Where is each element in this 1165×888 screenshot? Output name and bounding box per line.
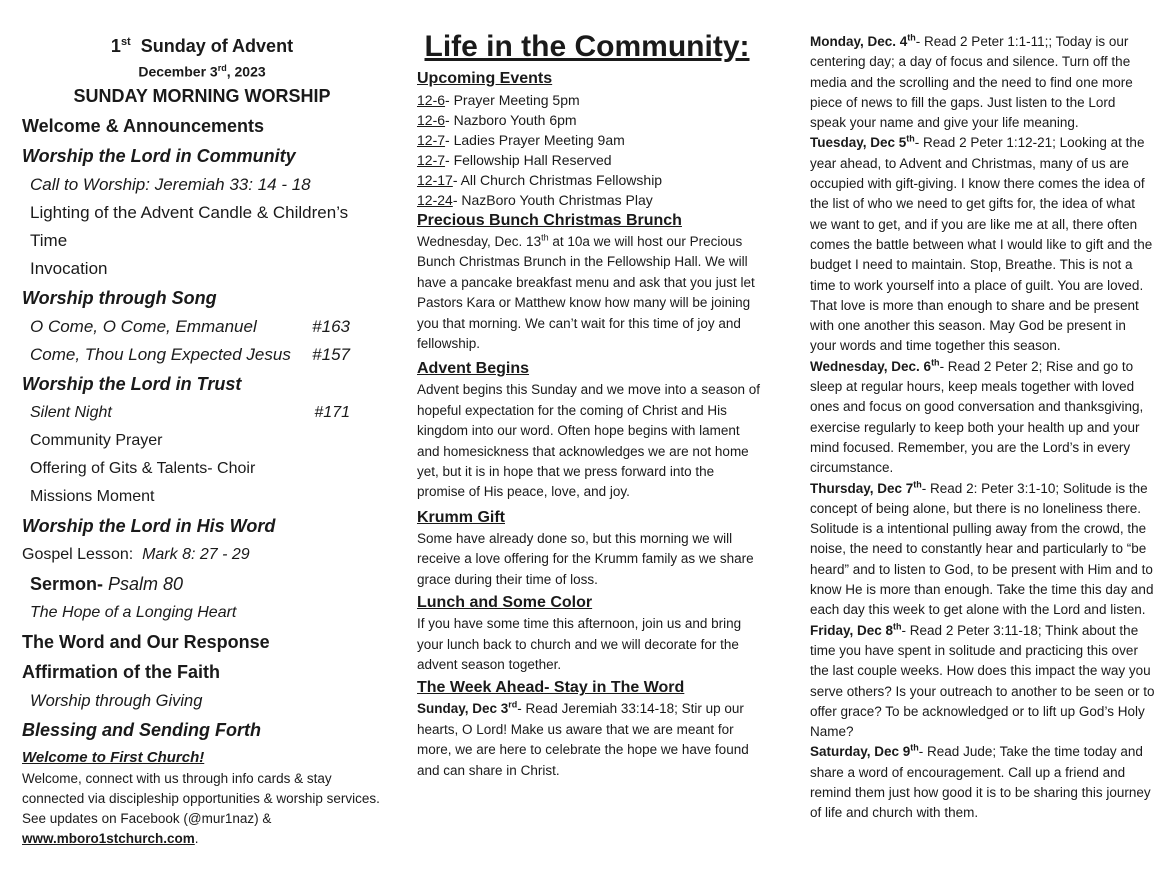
event-date: 12-6 bbox=[417, 92, 446, 108]
welcome-text bbox=[22, 769, 382, 849]
event-item bbox=[417, 130, 762, 150]
day-label: Tuesday, Dec 5th bbox=[810, 133, 915, 151]
events-list bbox=[417, 90, 762, 210]
title-number: 1 bbox=[110, 36, 121, 56]
lunch-heading: Lunch and Some Color bbox=[417, 594, 593, 612]
gospel-label: Gospel Lesson: bbox=[22, 545, 143, 563]
weekday-readings bbox=[810, 32, 1155, 824]
welcome-church-heading: Welcome to First Church! bbox=[22, 748, 205, 766]
service-date bbox=[22, 63, 382, 80]
day-label: Monday, Dec. 4th bbox=[810, 32, 916, 49]
title-ordinal: st bbox=[120, 36, 131, 48]
event-text: - NazBoro Youth Christmas Play bbox=[452, 192, 653, 208]
hymn-number: #171 bbox=[314, 403, 350, 421]
day-label: Wednesday, Dec. 6th bbox=[810, 357, 940, 374]
wednesday-reading bbox=[810, 357, 1155, 479]
event-text: - All Church Christmas Fellowship bbox=[452, 172, 663, 188]
event-item bbox=[417, 150, 762, 170]
song-heading: Worship through Song bbox=[22, 287, 217, 308]
hymn-number: #157 bbox=[312, 344, 350, 364]
reading-text: - Read Jude; Take the time today and share a word of encouragement. Call up a friend and remind them just how good it is to be sharing this journey of life and church with them. bbox=[810, 744, 1151, 821]
tuesday-reading bbox=[810, 133, 1155, 356]
website-link[interactable]: www.mboro1stchurch.com bbox=[22, 830, 195, 846]
response-heading: The Word and Our Response bbox=[22, 631, 270, 652]
events-heading: Upcoming Events bbox=[417, 70, 553, 87]
reading-text: - Read Jeremiah 33:14-18; Stir up our hearts, O Lord! Make us aware that we are meant for more, we are here to celebrate the hope we have found and can share in Christ. bbox=[417, 701, 749, 778]
hymn-row bbox=[22, 313, 350, 341]
hymn-row bbox=[22, 399, 350, 427]
thursday-reading bbox=[810, 479, 1155, 621]
brunch-date: Wednesday, Dec. 13 bbox=[417, 234, 542, 249]
call-to-worship: Call to Worship: Jeremiah 33: 14 - 18 bbox=[30, 174, 311, 194]
day-label: Friday, Dec 8th bbox=[810, 621, 902, 638]
reading-text: - Read 2 Peter 2; Rise and go to sleep at regular hours, keep meals together with loved ones and focus on good conversation and thanksgiving, exercise regularly to keep both your health up and your mind focused. Remember, you are the Lord’s in every circumstance. bbox=[810, 358, 1144, 476]
monday-reading bbox=[810, 32, 1155, 133]
brunch-ordinal: th bbox=[541, 232, 549, 243]
hymn-title: O Come, O Come, Emmanuel bbox=[30, 316, 257, 336]
trust-heading: Worship the Lord in Trust bbox=[22, 373, 242, 394]
worship-title: SUNDAY MORNING WORSHIP bbox=[73, 85, 331, 106]
day-label: Thursday, Dec 7th bbox=[810, 479, 922, 496]
reading-text: - Read 2: Peter 3:1-10; Solitude is the concept of being alone, but there is no loneliness there. Solitude is a intentional pulling away from the crowd, the noise, the need to constantly hear and particularly to “be heard” and to listen to God, to be present with Him and to know He is more than enough. Take the time this day and each day this week to get alone with the Lord and listen. bbox=[810, 480, 1154, 618]
hymn-title: Come, Thou Long Expected Jesus bbox=[30, 344, 291, 364]
friday-reading bbox=[810, 621, 1155, 743]
brunch-text bbox=[417, 232, 762, 354]
reading-text: - Read 2 Peter 1:12-21; Looking at the year ahead, to Advent and Christmas, many of us are occupied with gift-giving. I know there comes the idea of the list of who we need to get gifts for, the idea of what we want to get, and if you are like me at all, there often comes the battle between what I would like to gift and the budget I need to maintain. Stop, Breathe. This is not a time to work yourself into a place of guilt. You are loved. That love is more than enough to share and be present with one another this season. May God be present in your words and time together this season. bbox=[810, 135, 1153, 354]
sunday-reading bbox=[417, 699, 762, 781]
welcome-body: Welcome, connect with us through info cards & stay connected via discipleship opportunities & worship services. See updates on Facebook (@mur1naz) & bbox=[22, 770, 380, 826]
event-item bbox=[417, 90, 762, 110]
reading-text: - Read 2 Peter 3:11-18; Think about the time you have spent in solitude and practicing this over the last couple weeks. How does this impact the way you serve others? Is your outreach to another to be seen or to offer grace? To be acknowledged or to lift up God’s Holy Name? bbox=[810, 622, 1155, 740]
event-text: - Prayer Meeting 5pm bbox=[445, 92, 580, 108]
advent-heading: Advent Begins bbox=[417, 360, 530, 378]
event-date: 12-17 bbox=[417, 172, 453, 188]
invocation: Invocation bbox=[30, 258, 108, 278]
community-title: Life in the Community: bbox=[424, 30, 750, 63]
word-heading: Worship the Lord in His Word bbox=[22, 515, 276, 536]
event-date: 12-6 bbox=[417, 112, 446, 128]
day-label: Sunday, Dec 3rd bbox=[417, 699, 518, 717]
offering: Offering of Gits & Talents- Choir bbox=[30, 459, 256, 477]
event-text: - Nazboro Youth 6pm bbox=[445, 112, 577, 128]
date-ordinal: rd bbox=[217, 63, 227, 73]
event-item bbox=[417, 170, 762, 190]
advent-text: Advent begins this Sunday and we move into a season of hopeful expectation for the coming of Christ and His kingdom into our word. Often hope begins with lament and homesickness that acknowledges we are not home yet, but it is in hope that we press forward into the promise of His peace, love, and joy. bbox=[417, 382, 760, 500]
community-prayer: Community Prayer bbox=[30, 431, 163, 449]
service-title bbox=[22, 36, 382, 57]
blessing-heading: Blessing and Sending Forth bbox=[22, 719, 262, 740]
welcome-end: . bbox=[194, 830, 199, 846]
hymn-row bbox=[22, 341, 350, 369]
date-text: December 3 bbox=[138, 63, 218, 80]
advent-candle: Lighting of the Advent Candle & Children’s Time bbox=[30, 202, 349, 250]
order-of-worship-column bbox=[22, 0, 382, 849]
sermon bbox=[22, 569, 382, 599]
giving: Worship through Giving bbox=[30, 691, 203, 710]
event-date: 12-7 bbox=[417, 152, 446, 168]
event-text: - Fellowship Hall Reserved bbox=[445, 152, 612, 168]
event-date: 12-7 bbox=[417, 132, 446, 148]
week-readings-column bbox=[810, 0, 1155, 824]
event-date: 12-24 bbox=[417, 192, 453, 208]
community-heading: Worship the Lord in Community bbox=[22, 145, 296, 166]
missions-moment: Missions Moment bbox=[30, 487, 155, 505]
week-ahead-heading: The Week Ahead- Stay in The Word bbox=[417, 679, 685, 697]
affirmation-heading: Affirmation of the Faith bbox=[22, 661, 220, 682]
krumm-text: Some have already done so, but this morning we will receive a love offering for the Krumm family as we share grace during their time of loss. bbox=[417, 530, 754, 587]
welcome-heading: Welcome & Announcements bbox=[22, 115, 265, 136]
event-item bbox=[417, 190, 762, 210]
date-year: , 2023 bbox=[226, 63, 266, 80]
event-text: - Ladies Prayer Meeting 9am bbox=[445, 132, 625, 148]
hymn-title: Silent Night bbox=[30, 403, 112, 421]
brunch-heading: Precious Bunch Christmas Brunch bbox=[417, 212, 682, 229]
krumm-heading: Krumm Gift bbox=[417, 508, 505, 526]
sermon-label: Sermon- bbox=[30, 573, 104, 594]
reading-text: - Read 2 Peter 1:1-11;; Today is our centering day; a day of focus and silence. Turn off the media and the scrolling and the need to find one more piece of news to fill the gaps. Just listen to the Lord speak your name and give your life meaning. bbox=[810, 34, 1133, 131]
sermon-title: The Hope of a Longing Heart bbox=[30, 603, 237, 621]
sermon-reference: Psalm 80 bbox=[103, 573, 184, 594]
community-column bbox=[417, 0, 762, 781]
saturday-reading bbox=[810, 742, 1155, 823]
gospel-lesson bbox=[22, 541, 382, 569]
lunch-text: If you have some time this afternoon, join us and bring your lunch back to church and we will decorate for the advent season together. bbox=[417, 616, 742, 672]
day-label: Saturday, Dec 9th bbox=[810, 742, 919, 760]
gospel-reference: Mark 8: 27 - 29 bbox=[142, 545, 250, 563]
hymn-number: #163 bbox=[312, 316, 350, 336]
event-item bbox=[417, 110, 762, 130]
title-rest: Sunday of Advent bbox=[130, 36, 294, 56]
brunch-body: at 10a we will host our Precious Bunch Christmas Brunch in the Fellowship Hall. We will have a pancake breakfast menu and ask that you just let Pastors Kara or Matthew know how many will be joining you that morning. We can’t wait for this time of joy and fellowship. bbox=[417, 234, 755, 352]
